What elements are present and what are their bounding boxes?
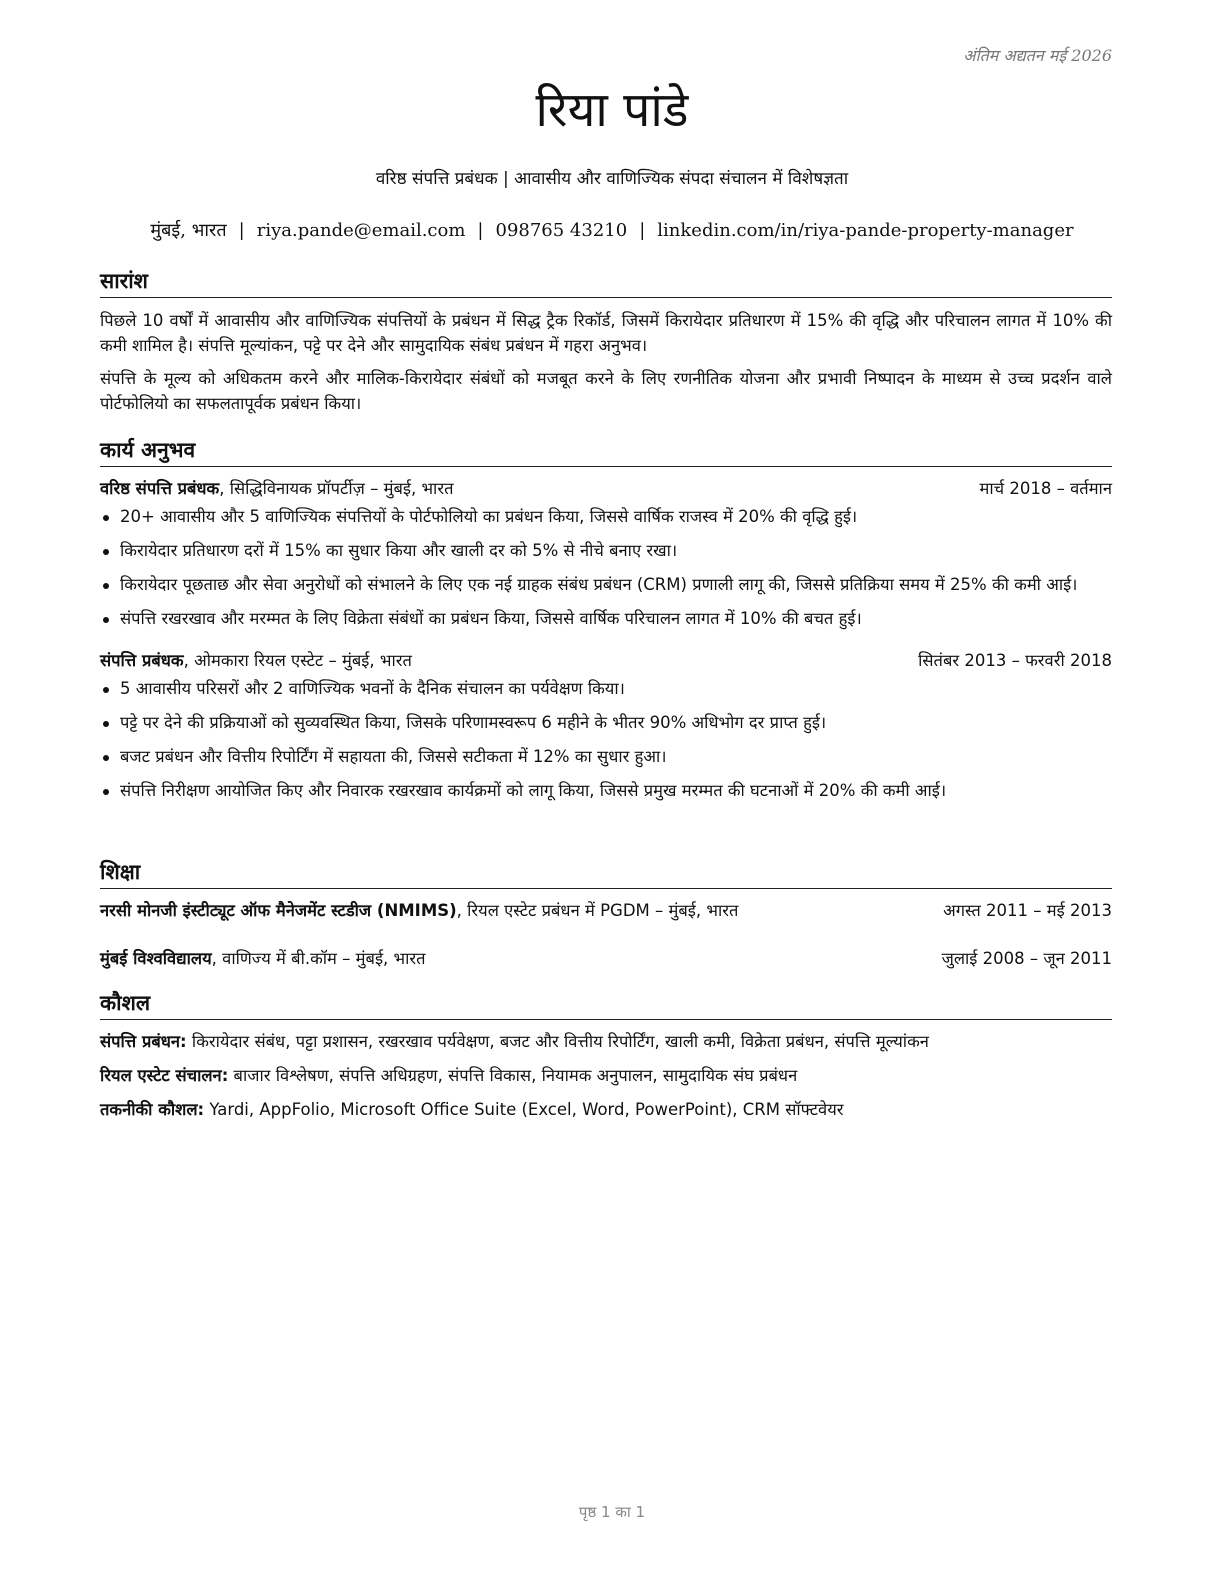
summary-paragraph: संपत्ति के मूल्य को अधिकतम करने और मालिक-किरायेदार संबंधों को मजबूत करने के लिए रणनीतिक योजना और प्रभावी निष्पादन के माध्यम से उच्च प्रदर्शन वाले पोर्टफोलियो का सफलतापूर्वक प्रबंधन किया। (100, 369, 1112, 414)
bullet-item: किरायेदार प्रतिधारण दरों में 15% का सुधार किया और खाली दर को 5% से नीचे बनाए रखा। (100, 539, 1112, 563)
job-bullets (100, 505, 1112, 631)
separator: | (238, 220, 245, 241)
job-dates: मार्च 2018 – वर्तमान (979, 479, 1112, 499)
section-title-education: शिक्षा (100, 859, 1112, 889)
education-dates: अगस्त 2011 – मई 2013 (943, 901, 1112, 921)
bullet-item: किरायेदार पूछताछ और सेवा अनुरोधों को संभालने के लिए एक नई ग्राहक संबंध प्रबंधन (CRM) प्रणाली लागू की, जिससे प्रतिक्रिया समय में 25% की कमी आई। (100, 573, 1112, 597)
skill-row (100, 1030, 1112, 1054)
page-number: पृष्ठ 1 का 1 (578, 1503, 646, 1521)
skill-label: संपत्ति प्रबंधन: (100, 1032, 187, 1052)
degree: , वाणिज्य में बी.कॉम – मुंबई, भारत (211, 949, 426, 969)
skill-label: तकनीकी कौशल: (100, 1100, 205, 1120)
skill-label: रियल एस्टेट संचालन: (100, 1066, 229, 1086)
institution: नरसी मोनजी इंस्टीट्यूट ऑफ मैनेजमेंट स्टडीज (NMIMS) (100, 901, 457, 921)
job-role: वरिष्ठ संपत्ति प्रबंधक (100, 479, 220, 499)
skill-row (100, 1098, 1112, 1122)
job-bullets (100, 677, 1112, 803)
last-updated: अंतिम अद्यतन मई 2026 (963, 46, 1112, 65)
location: मुंबई, भारत (150, 220, 227, 241)
summary-section (100, 268, 1112, 424)
email-link[interactable]: riya.pande@email.com (256, 220, 466, 241)
skills-section (100, 990, 1112, 1132)
phone: 098765 43210 (495, 220, 628, 241)
job-entry (100, 477, 1112, 631)
contact-line (0, 218, 1224, 242)
skill-value: Yardi, AppFolio, Microsoft Office Suite (Excel, Word, PowerPoint), CRM सॉफ्टवेयर (204, 1100, 844, 1120)
job-role: संपत्ति प्रबंधक (100, 651, 184, 671)
section-title-skills: कौशल (100, 990, 1112, 1020)
education-item (100, 899, 1112, 923)
bullet-item: पट्टे पर देने की प्रक्रियाओं को सुव्यवस्थित किया, जिसके परिणामस्वरूप 6 महीने के भीतर 90% अधिभोग दर प्राप्त हुई। (100, 711, 1112, 735)
job-entry (100, 649, 1112, 803)
bullet-item: संपत्ति निरीक्षण आयोजित किए और निवारक रखरखाव कार्यक्रमों को लागू किया, जिससे प्रमुख मरम्मत की घटनाओं में 20% की कमी आई। (100, 779, 1112, 803)
institution: मुंबई विश्वविद्यालय (100, 949, 212, 969)
education-dates: जुलाई 2008 – जून 2011 (941, 949, 1112, 969)
job-header (100, 477, 1112, 501)
skill-value: किरायेदार संबंध, पट्टा प्रशासन, रखरखाव पर्यवेक्षण, बजट और वित्तीय रिपोर्टिंग, खाली कमी, विक्रेता प्रबंधन, संपत्ति मूल्यांकन (186, 1032, 929, 1052)
bullet-item: 20+ आवासीय और 5 वाणिज्यिक संपत्तियों के पोर्टफोलियो का प्रबंधन किया, जिससे वार्षिक राजस्व में 20% की वृद्धि हुई। (100, 505, 1112, 529)
job-dates: सितंबर 2013 – फरवरी 2018 (918, 651, 1112, 671)
skill-row (100, 1064, 1112, 1088)
skill-value: बाजार विश्लेषण, संपत्ति अधिग्रहण, संपत्ति विकास, नियामक अनुपालन, सामुदायिक संघ प्रबंधन (228, 1066, 798, 1086)
candidate-name: रिया पांडे (535, 82, 689, 138)
section-title-summary: सारांश (100, 268, 1112, 298)
separator: | (477, 220, 484, 241)
bullet-item: 5 आवासीय परिसरों और 2 वाणिज्यिक भवनों के दैनिक संचालन का पर्यवेक्षण किया। (100, 677, 1112, 701)
degree: , रियल एस्टेट प्रबंधन में PGDM – मुंबई, भारत (456, 901, 739, 921)
education-item (100, 947, 1112, 971)
summary-paragraph: पिछले 10 वर्षों में आवासीय और वाणिज्यिक संपत्तियों के प्रबंधन में सिद्ध ट्रैक रिकॉर्ड, जिसमें किरायेदार प्रतिधारण में 15% की वृद्धि और परिचालन लागत में 10% की कमी शामिल है। संपत्ति मूल्यांकन, पट्टे पर देने और सामुदायिक संबंध प्रबंधन में गहरा अनुभव। (100, 311, 1112, 356)
linkedin-link[interactable]: linkedin.com/in/riya-pande-property-manager (657, 220, 1074, 241)
bullet-item: संपत्ति रखरखाव और मरम्मत के लिए विक्रेता संबंधों का प्रबंधन किया, जिससे वार्षिक परिचालन लागत में 10% की बचत हुई। (100, 607, 1112, 631)
job-header (100, 649, 1112, 673)
education-section (100, 859, 1112, 971)
job-org: , ओमकारा रियल एस्टेट – मुंबई, भारत (183, 651, 412, 671)
job-org: , सिद्धिविनायक प्रॉपर्टीज़ – मुंबई, भारत (219, 479, 454, 499)
experience-section (100, 437, 1112, 813)
headline: वरिष्ठ संपत्ति प्रबंधक | आवासीय और वाणिज्यिक संपदा संचालन में विशेषज्ञता (375, 169, 849, 189)
section-title-experience: कार्य अनुभव (100, 437, 1112, 467)
separator: | (639, 220, 646, 241)
bullet-item: बजट प्रबंधन और वित्तीय रिपोर्टिंग में सहायता की, जिससे सटीकता में 12% का सुधार हुआ। (100, 745, 1112, 769)
